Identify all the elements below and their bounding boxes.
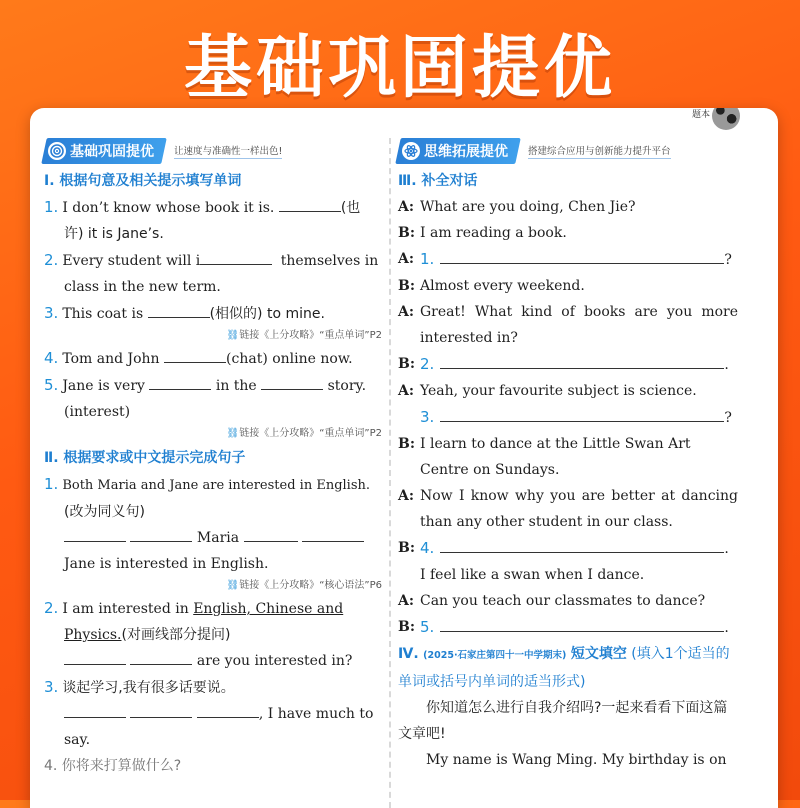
speaker-label: B: — [398, 356, 416, 372]
answer-blank[interactable] — [64, 527, 126, 542]
question-text: This coat is — [62, 306, 144, 322]
speaker-label: A: — [398, 383, 415, 399]
dialogue-text: What are you doing, Chen Jie? — [420, 199, 636, 215]
speaker-label: A: — [398, 199, 415, 215]
punctuation: . — [724, 541, 729, 557]
speaker-label: B: — [398, 436, 416, 452]
answer-blank[interactable] — [130, 527, 192, 542]
question-2-4-partial: 4. 你将来打算做什么? — [44, 758, 182, 774]
answer-blank[interactable] — [149, 375, 211, 390]
speaker-label: B: — [398, 540, 416, 556]
dialogue-line — [398, 351, 738, 378]
passage-paragraph: 你知道怎么进行自我介绍吗?一起来看看下面这篇文章吧! — [398, 700, 728, 742]
question-text: story. — [327, 378, 367, 394]
dialogue-line — [398, 404, 738, 431]
punctuation: . — [724, 620, 729, 636]
part4-source: (2025·石家庄第四十一中学期末) — [423, 650, 567, 661]
question-text: themselves in — [280, 253, 379, 269]
corner-label: 题本 — [691, 110, 710, 120]
question-number: 3. — [420, 408, 435, 426]
question-text: Both Maria and Jane are interested in English. — [62, 478, 371, 493]
banner-title: 基础巩固提优 — [183, 29, 616, 108]
question-text: I don’t know whose book it is. — [62, 200, 275, 216]
target-icon — [48, 142, 66, 160]
question-2-2-blanks — [44, 648, 382, 674]
answer-blank[interactable] — [64, 650, 126, 665]
dialogue-text: I am reading a book. — [420, 225, 567, 241]
right-section-header — [398, 138, 738, 164]
question-text: I am interested in — [62, 601, 189, 617]
dialogue-text: Great! What kind of books are you more interested in? — [420, 304, 738, 346]
dialogue-line — [398, 483, 738, 535]
answer-blank[interactable] — [130, 650, 192, 665]
answer-blank[interactable] — [440, 354, 724, 369]
question-2-1 — [44, 471, 382, 499]
question-2-1-cont: Jane is interested in English. — [64, 556, 269, 572]
reference-link-text: 链接《上分攻略》“重点单词”P2 — [239, 428, 382, 439]
punctuation: ? — [724, 252, 732, 268]
question-1-5-cont: (interest) — [64, 404, 131, 420]
reference-link-2[interactable] — [44, 425, 382, 443]
dialogue-line — [398, 194, 738, 220]
answer-blank[interactable] — [130, 703, 192, 718]
question-number: 2. — [44, 599, 59, 617]
passage-paragraph: My name is Wang Ming. My birthday is on — [426, 752, 727, 768]
speaker-label: A: — [398, 593, 415, 609]
left-badge-label: 基础巩固提优 — [70, 144, 154, 160]
question-2-3-cont: say. — [64, 732, 91, 748]
dialogue-line — [398, 588, 738, 614]
link-icon: ⛓ — [226, 428, 240, 439]
reference-link-text: 链接《上分攻略》“核心语法”P6 — [239, 580, 382, 591]
left-slogan: 让速度与准确性一样出色! — [174, 143, 282, 159]
question-number: 2. — [44, 251, 59, 269]
question-number: 4. — [44, 349, 59, 367]
worksheet-page — [30, 108, 778, 808]
answer-blank[interactable] — [440, 538, 724, 553]
question-1-1 — [44, 194, 382, 221]
question-number: 1. — [44, 475, 59, 493]
question-2-1-hint: (改为同义句) — [64, 504, 145, 520]
link-icon: ⛓ — [226, 330, 240, 341]
question-text: Maria — [196, 530, 240, 546]
question-1-2 — [44, 247, 382, 274]
qr-code-icon — [712, 108, 740, 130]
question-number: 5. — [420, 618, 435, 636]
dialogue-text: Almost every weekend. — [420, 278, 585, 294]
part1-title: Ⅰ. 根据句意及相关提示填写单词 — [44, 173, 242, 189]
question-text: 谈起学习,我有很多话要说。 — [62, 680, 235, 696]
question-number: 1. — [420, 250, 435, 268]
answer-blank[interactable] — [200, 250, 272, 265]
punctuation: . — [724, 357, 729, 373]
dialogue-line — [398, 273, 738, 299]
answer-blank[interactable] — [261, 375, 323, 390]
question-number: 3. — [44, 304, 59, 322]
question-text: 许) it is Jane’s. — [64, 226, 164, 242]
answer-blank[interactable] — [302, 527, 364, 542]
question-1-4 — [44, 345, 382, 372]
dialogue-line — [398, 299, 738, 351]
speaker-label: A: — [398, 251, 415, 267]
hint-text: (也 — [340, 200, 361, 216]
dialogue-line — [398, 562, 738, 588]
reference-link-1[interactable] — [44, 327, 382, 345]
right-slogan: 搭建综合应用与创新能力提升平台 — [528, 143, 671, 159]
question-number: 5. — [44, 376, 59, 394]
question-2-1-blanks — [44, 525, 382, 551]
question-2-3 — [44, 674, 382, 701]
left-column — [44, 138, 382, 779]
question-text: (chat) online now. — [226, 351, 353, 367]
dialogue-line — [398, 535, 738, 562]
part3-title: Ⅲ. 补全对话 — [398, 173, 478, 189]
answer-blank[interactable] — [244, 527, 298, 542]
part4-header — [398, 641, 738, 695]
dialogue-text: Can you teach our classmates to dance? — [420, 593, 706, 609]
left-section-header — [44, 138, 382, 164]
dialogue-line — [398, 431, 738, 483]
speaker-label: A: — [398, 488, 415, 504]
dialogue-line — [398, 614, 738, 641]
reference-link-text: 链接《上分攻略》“重点单词”P2 — [239, 330, 382, 341]
link-icon: ⛓ — [226, 580, 240, 591]
speaker-label: B: — [398, 225, 416, 241]
speaker-label: B: — [398, 278, 416, 294]
answer-blank[interactable] — [440, 407, 724, 422]
answer-blank[interactable] — [440, 249, 724, 264]
question-1-2-cont: class in the new term. — [64, 279, 221, 295]
question-text: , I have much to — [258, 706, 374, 722]
left-section-badge — [41, 138, 167, 164]
question-1-3 — [44, 300, 382, 327]
question-1-1-cont — [44, 221, 382, 247]
underlined-text: English, Chinese and — [193, 601, 344, 617]
right-section-badge — [395, 138, 521, 164]
answer-blank[interactable] — [64, 703, 126, 718]
answer-blank[interactable] — [197, 703, 259, 718]
speaker-label: B: — [398, 619, 416, 635]
dialogue-line — [398, 378, 738, 404]
right-column — [398, 138, 738, 773]
dialogue-text: I feel like a swan when I dance. — [420, 567, 645, 583]
part4-type: 短文填空 — [570, 646, 627, 662]
question-2-3-blanks — [44, 701, 382, 727]
question-number: 3. — [44, 678, 59, 696]
answer-blank[interactable] — [279, 197, 341, 212]
dialogue-line — [398, 246, 738, 273]
question-text: Tom and John — [62, 351, 160, 367]
dialogue-text: Now I know why you are better at dancing than any other student in our class. — [420, 488, 738, 530]
right-badge-label: 思维拓展提优 — [424, 144, 508, 160]
question-2-2-cont — [44, 622, 382, 648]
answer-blank[interactable] — [148, 303, 210, 318]
answer-blank[interactable] — [164, 348, 226, 363]
dialogue-line — [398, 220, 738, 246]
part4-requirement: (填入1个适当的单词或括号内单词的适当形式) — [398, 646, 730, 690]
part4-number: Ⅳ. — [398, 646, 419, 662]
punctuation: ? — [724, 410, 732, 426]
question-number: 2. — [420, 355, 435, 373]
atom-icon — [402, 142, 420, 160]
question-text: in the — [215, 378, 257, 394]
part2-title: Ⅱ. 根据要求或中文提示完成句子 — [44, 450, 246, 466]
question-number: 4. — [420, 539, 435, 557]
reference-link-3[interactable] — [44, 577, 382, 595]
question-number: 1. — [44, 198, 59, 216]
hint-text: (相似的) to mine. — [209, 306, 325, 322]
dialogue-text: Yeah, your favourite subject is science. — [420, 383, 697, 399]
dialogue-text: I learn to dance at the Little Swan Art Centre on Sundays. — [420, 436, 691, 478]
underlined-text: Physics. — [64, 627, 122, 643]
question-2-2 — [44, 595, 382, 622]
hint-text: (对画线部分提问) — [121, 627, 231, 643]
question-text: are you interested in? — [196, 653, 353, 669]
column-divider — [389, 138, 391, 808]
question-1-5 — [44, 372, 382, 399]
answer-blank[interactable] — [440, 617, 724, 632]
question-text: Every student will i — [62, 253, 201, 269]
question-text: Jane is very — [62, 378, 145, 394]
speaker-label: A: — [398, 304, 415, 320]
